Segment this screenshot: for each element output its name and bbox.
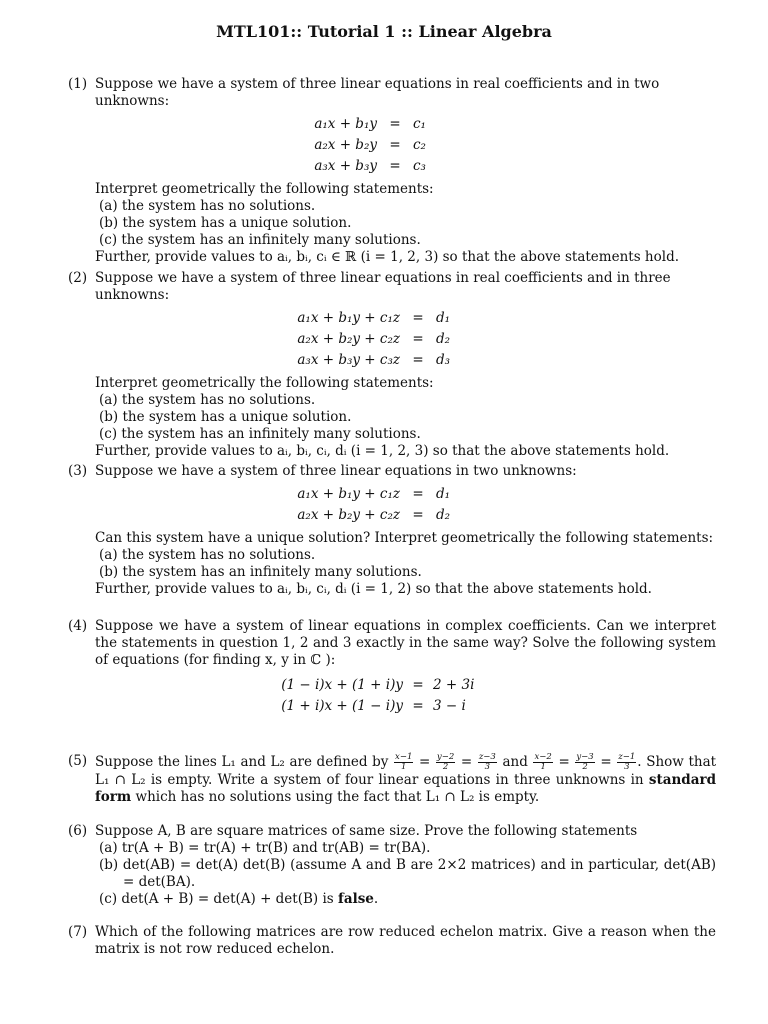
question-number: (3) <box>68 463 88 479</box>
equals-sign: = <box>412 352 424 368</box>
statement-item: (a) the system has no solutions. <box>99 392 316 408</box>
equation-lhs: a₁x + b₁y + c₁z <box>297 310 400 326</box>
q5-text-a: Suppose the lines L₁ and L₂ are defined by <box>95 754 389 770</box>
equals-sign: = <box>418 754 431 770</box>
equals-sign: = <box>389 137 401 153</box>
equation-row <box>95 696 716 717</box>
numerator: z−3 <box>478 752 496 762</box>
equation-lhs: (1 + i)x + (1 − i)y <box>281 698 403 714</box>
equals-sign: = <box>412 486 424 502</box>
statement-item <box>99 891 716 908</box>
statement-item: (b) the system has a unique solution. <box>99 215 352 231</box>
statement-item: (b) the system has an infinitely many solutions. <box>99 564 422 580</box>
equation-rhs: d₃ <box>436 352 451 368</box>
bold-false: false <box>338 891 374 907</box>
numerator: y−2 <box>436 752 455 762</box>
fraction <box>575 753 594 772</box>
equation-rhs: c₁ <box>413 116 426 132</box>
denominator: 1 <box>400 762 407 772</box>
equation-row <box>95 135 716 156</box>
denominator: 2 <box>442 762 449 772</box>
further-text: Further, provide values to aᵢ, bᵢ, cᵢ, dᵢ (i = 1, 2, 3) so that the above statements hold. <box>95 443 670 459</box>
equals-sign: = <box>412 677 424 693</box>
question-5 <box>68 753 716 806</box>
numerator: y−3 <box>576 752 594 762</box>
statement-item: (a) the system has no solutions. <box>99 198 316 214</box>
denominator: 1 <box>540 762 546 772</box>
equation-lhs: a₂x + b₂y <box>314 137 377 153</box>
equals-sign: = <box>600 754 612 770</box>
equals-sign: = <box>460 754 473 770</box>
numerator: x−2 <box>534 752 552 762</box>
equals-sign: = <box>389 158 401 174</box>
fraction <box>617 753 636 772</box>
equation-system <box>95 484 716 526</box>
question-number: (5) <box>68 753 88 769</box>
question-number: (1) <box>68 76 88 92</box>
q5-text-c: which has no solutions using the fact that L₁ ∩ L₂ is empty. <box>135 789 540 805</box>
question-intro: Suppose A, B are square matrices of same size. Prove the following statements <box>95 823 638 839</box>
question-number: (6) <box>68 823 88 839</box>
question-intro: Suppose we have a system of three linear equations in real coefficients and in two unknowns: <box>95 76 660 109</box>
equation-system <box>95 114 716 177</box>
equation-lhs: a₃x + b₃y + c₃z <box>297 352 400 368</box>
statement-item: (b) det(AB) = det(A) det(B) (assume A and B are 2×2 matrices) and in particular, det(AB) = det(BA). <box>99 857 716 890</box>
bold-standard-form: standard form <box>95 772 717 805</box>
equation-rhs: d₂ <box>436 331 451 347</box>
fraction <box>436 753 455 772</box>
equals-sign: = <box>389 116 401 132</box>
equals-sign: = <box>412 331 424 347</box>
denominator: 3 <box>624 762 630 772</box>
equation-lhs: a₁x + b₁y <box>314 116 377 132</box>
fraction <box>478 753 497 772</box>
item-c-text: (c) det(A + B) = det(A) + det(B) is <box>99 891 334 907</box>
question-2 <box>68 270 716 460</box>
equation-rhs: c₂ <box>413 137 426 153</box>
question-intro: Suppose we have a system of three linear equations in real coefficients and in three unknowns: <box>95 270 671 303</box>
interpret-text: Can this system have a unique solution? Interpret geometrically the following statements: <box>95 530 714 546</box>
equation-rhs: 3 − i <box>433 698 466 714</box>
question-3 <box>68 463 716 598</box>
equation-row <box>95 308 716 329</box>
item-c-end: . <box>373 891 379 907</box>
equals-sign: = <box>558 754 570 770</box>
equation-rhs: d₁ <box>436 310 451 326</box>
statement-item: (a) the system has no solutions. <box>99 547 316 563</box>
question-number: (4) <box>68 618 88 634</box>
further-text: Further, provide values to aᵢ, bᵢ, cᵢ ∈ ℝ (i = 1, 2, 3) so that the above statements hold. <box>95 249 680 265</box>
and-word: and <box>502 754 528 770</box>
equation-row <box>95 675 716 696</box>
statement-item: (a) tr(A + B) = tr(A) + tr(B) and tr(AB) = tr(BA). <box>99 840 431 856</box>
interpret-text: Interpret geometrically the following statements: <box>95 181 434 197</box>
fraction <box>394 753 413 772</box>
equation-rhs: c₃ <box>413 158 426 174</box>
equation-lhs: a₁x + b₁y + c₁z <box>297 486 400 502</box>
equation-rhs: d₁ <box>436 486 451 502</box>
question-4 <box>68 618 716 721</box>
question-7 <box>68 924 716 958</box>
question-intro: Suppose we have a system of three linear equations in two unknowns: <box>95 463 577 479</box>
equation-row <box>95 329 716 350</box>
equation-rhs: d₂ <box>436 507 451 523</box>
question-number: (7) <box>68 924 88 940</box>
question-intro: Suppose we have a system of linear equations in complex coefficients. Can we interpret the statements in question 1, 2 and 3 exactly in the same way? Solve the following system of equations (for finding x, y in ℂ ): <box>95 618 716 668</box>
equation-lhs: a₃x + b₃y <box>314 158 377 174</box>
equation-row <box>95 350 716 371</box>
question-1 <box>68 76 716 266</box>
equals-sign: = <box>412 310 424 326</box>
equation-row <box>95 114 716 135</box>
statement-item: (c) the system has an infinitely many solutions. <box>99 232 421 248</box>
equation-row <box>95 505 716 526</box>
numerator: x−1 <box>395 752 413 762</box>
equation-system <box>95 675 716 717</box>
fraction <box>533 753 552 772</box>
page-title: MTL101:: Tutorial 1 :: Linear Algebra <box>216 22 552 41</box>
equation-row <box>95 484 716 505</box>
equation-rhs: 2 + 3i <box>433 677 475 693</box>
statement-item: (c) the system has an infinitely many solutions. <box>99 426 421 442</box>
equals-sign: = <box>412 698 424 714</box>
interpret-text: Interpret geometrically the following statements: <box>95 375 434 391</box>
equation-lhs: a₂x + b₂y + c₂z <box>297 331 400 347</box>
equals-sign: = <box>412 507 424 523</box>
q5-text-b: . Show that L₁ ∩ L₂ is empty. Write a system of four linear equations in three unknowns in <box>95 754 717 788</box>
equation-system <box>95 308 716 371</box>
denominator: 2 <box>582 762 588 772</box>
statement-item: (b) the system has a unique solution. <box>99 409 352 425</box>
question-6 <box>68 823 716 908</box>
question-text: Which of the following matrices are row reduced echelon matrix. Give a reason when the matrix is not row reduced echelon. <box>95 924 716 957</box>
equation-row <box>95 156 716 177</box>
question-number: (2) <box>68 270 88 286</box>
equation-lhs: a₂x + b₂y + c₂z <box>297 507 400 523</box>
denominator: 3 <box>484 762 491 772</box>
equation-lhs: (1 − i)x + (1 + i)y <box>281 677 403 693</box>
numerator: z−1 <box>618 752 636 762</box>
further-text: Further, provide values to aᵢ, bᵢ, cᵢ, dᵢ (i = 1, 2) so that the above statements hold. <box>95 581 652 597</box>
